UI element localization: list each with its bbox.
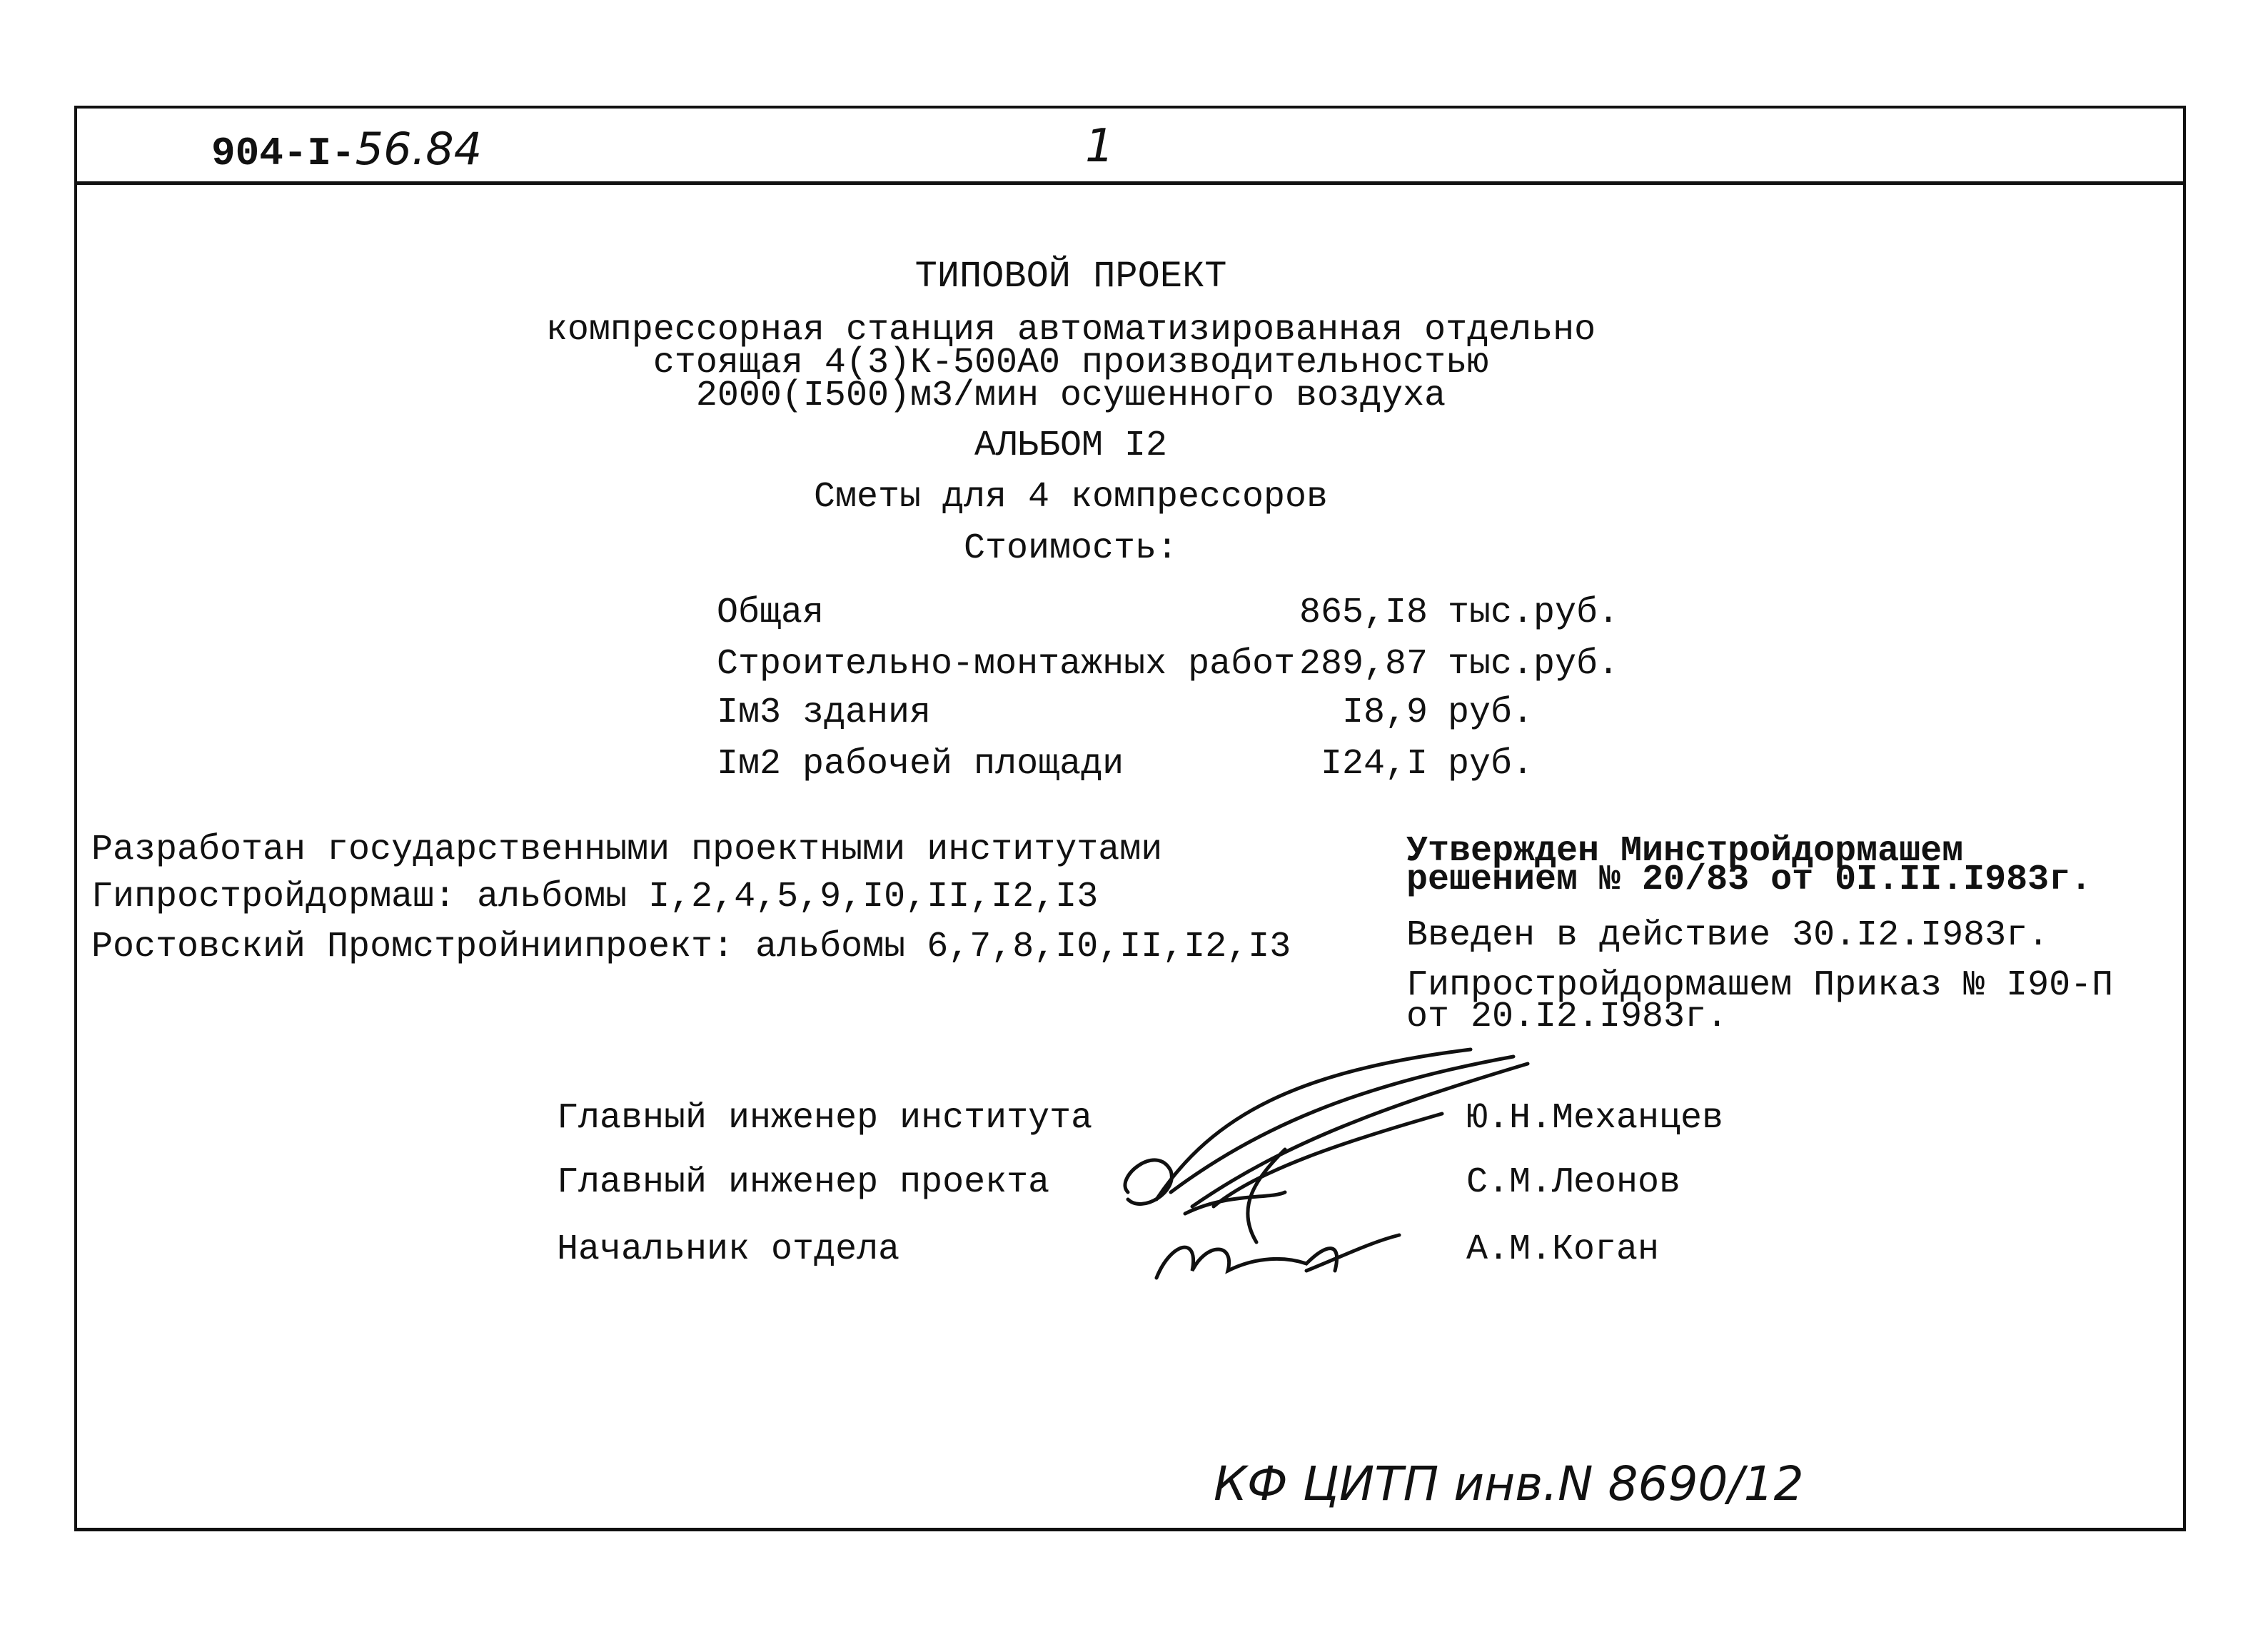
signature-role: Главный инженер проекта (557, 1162, 1050, 1203)
approved-line-4: Гипростройдормашем Приказ № I90-П (1406, 965, 2114, 1006)
approved-line-3: Введен в действие 30.I2.I983г. (1406, 915, 2050, 956)
signature-name: С.М.Леонов (1466, 1162, 1681, 1203)
sheet-number: 1 (1085, 120, 1114, 173)
signature-role: Главный инженер института (557, 1098, 1093, 1139)
document-kind: ТИПОВОЙ ПРОЕКТ (914, 256, 1227, 298)
cost-label: Строительно-монтажных работ (717, 644, 1296, 685)
project-code-printed: 904-I- (211, 131, 356, 176)
cost-value: I24,I (1320, 744, 1428, 785)
project-code (211, 123, 482, 176)
archive-stamp: КФ ЦИТП инв.N 8690/12 (1214, 1456, 1804, 1511)
cost-unit: руб. (1448, 744, 1534, 785)
title-line-3: 2000(I500)м3/мин осушенного воздуха (695, 376, 1446, 416)
signature-role: Начальник отдела (557, 1229, 900, 1270)
developed-line-1: Разработан государственными проектными институтами (91, 830, 1163, 870)
album-number: АЛЬБОМ I2 (974, 425, 1168, 466)
developed-line-2: Гипростройдормаш: альбомы I,2,4,5,9,I0,II,I2,I3 (91, 877, 1099, 917)
cost-unit: руб. (1448, 692, 1534, 733)
signature-name: Ю.Н.Механцев (1466, 1098, 1724, 1139)
approved-line-1: Утвержден Минстройдормашем (1406, 831, 1964, 872)
approved-line-2: решением № 20/83 от 0I.II.I983г. (1406, 860, 2092, 900)
cost-label: Iм3 здания (717, 692, 932, 733)
cost-value: 865,I8 (1299, 593, 1428, 633)
cost-value: 289,87 (1299, 644, 1428, 685)
signature-name: А.М.Коган (1466, 1229, 1660, 1270)
cost-heading: Стоимость: (963, 528, 1179, 569)
cost-unit: тыс.руб. (1448, 644, 1620, 685)
approved-line-5: от 20.I2.I983г. (1406, 997, 1728, 1037)
project-code-handwritten: 56.84 (355, 123, 483, 175)
cost-label: Общая (717, 593, 825, 633)
cost-label: Iм2 рабочей площади (717, 744, 1124, 785)
cost-unit: тыс.руб. (1448, 593, 1620, 633)
developed-line-3: Ростовский Промстройниипроект: альбомы 6,7,8,I0,II,I2,I3 (91, 927, 1291, 967)
title-line-1: компрессорная станция автоматизированная отдельно (545, 310, 1596, 351)
header-rule (74, 181, 2183, 185)
document-subtitle: Сметы для 4 компрессоров (813, 477, 1329, 518)
handwritten-signatures (1071, 1028, 1571, 1299)
title-line-2: стоящая 4(3)К-500А0 производительностью (652, 343, 1489, 383)
cost-value: I8,9 (1341, 692, 1428, 733)
